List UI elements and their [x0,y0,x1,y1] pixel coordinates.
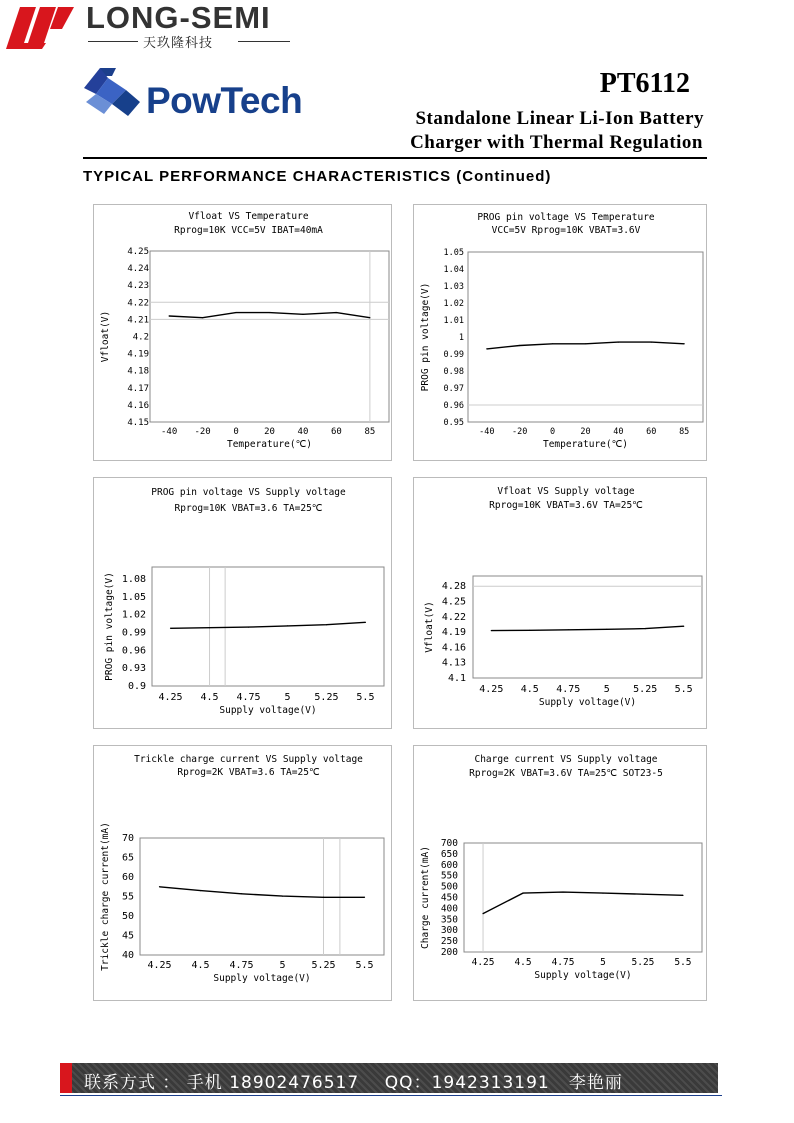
x-tick-label: 85 [679,427,690,437]
plot-area [150,251,389,422]
y-tick-label: 55 [121,891,134,903]
data-point [618,342,619,343]
plot-area [468,252,703,422]
x-axis-label: Supply voltage(V) [534,970,632,981]
x-axis-label: Supply voltage(V) [538,697,637,708]
plot-area [464,843,702,952]
y-tick-label: 65 [121,852,134,864]
doc-title-line2: Charger with Thermal Regulation [410,132,703,153]
y-tick-label: 550 [440,870,458,882]
y-tick-label: 400 [440,903,458,915]
header-divider [83,157,707,159]
x-axis-label: Temperature(℃) [226,439,313,450]
chart-title: PROG pin voltage VS Temperature [477,212,655,223]
data-point [241,893,242,894]
data-point [522,893,523,894]
chart-charge-vs-supply [414,746,708,1002]
y-tick-label: 1.05 [443,248,464,258]
series-line [169,313,370,318]
brand-subtitle: 天玖隆科技 [143,36,214,51]
x-tick-label: 0 [550,427,556,437]
x-tick-label: 4.5 [191,960,210,971]
chart-trickle-vs-supply [94,746,393,1002]
data-point [302,314,303,315]
data-point [682,895,683,896]
data-point [585,343,586,344]
x-tick-label: 20 [264,427,275,437]
data-point [568,629,569,630]
chart-title: Trickle charge current VS Supply voltage [134,754,363,765]
x-tick-label: 5.25 [314,692,339,703]
x-tick-label: 5 [603,684,610,695]
y-tick-label: 4.15 [127,418,149,428]
data-point [684,343,685,344]
x-tick-label: 5.5 [356,692,375,703]
y-axis-label: Vfloat(V) [424,601,435,653]
y-tick-label: 4.28 [441,581,466,593]
y-tick-label: 4.23 [127,281,149,292]
data-point [683,626,684,627]
x-tick-label: 40 [613,427,624,437]
y-tick-label: 250 [440,936,458,948]
brand-name: LONG-SEMI [86,0,271,35]
y-tick-label: 650 [440,848,458,860]
y-tick-label: 4.19 [127,349,149,360]
y-tick-label: 200 [440,947,458,958]
y-tick-label: 4.18 [127,366,149,377]
data-point [645,628,646,629]
doc-title-line1: Standalone Linear Li-Ion Battery [415,108,704,129]
x-tick-label: 5.5 [674,957,692,968]
x-tick-label: -20 [512,427,528,437]
y-tick-label: 4.25 [127,247,149,257]
data-point [519,345,520,346]
x-tick-label: 60 [330,427,342,437]
x-tick-label: 4.25 [471,957,495,968]
data-point [482,913,483,914]
x-tick-label: 4.25 [147,960,172,971]
x-tick-label: 4.5 [520,684,539,695]
chart-title: PROG pin voltage VS Supply voltage [151,487,346,498]
y-tick-label: 4.1 [447,673,466,684]
data-point [169,315,170,316]
y-tick-label: 4.19 [441,627,466,639]
plot-area [140,838,384,955]
x-tick-label: 5.5 [674,684,693,695]
data-point [287,625,288,626]
y-tick-label: 0.99 [443,350,464,360]
y-tick-label: 600 [440,859,458,871]
y-tick-label: 4.17 [127,383,149,394]
chart-prog-vs-temperature [414,205,708,462]
x-tick-label: 5.25 [311,960,336,971]
y-tick-label: 60 [121,872,134,883]
y-tick-label: 4.16 [127,400,149,411]
chart-title: Vfloat VS Temperature [188,211,309,222]
y-tick-label: 4.22 [127,298,149,309]
x-tick-label: 4.5 [200,692,219,703]
data-point [552,343,553,344]
y-tick-label: 1.02 [443,299,464,309]
powtech-wordmark: PowTech [146,80,303,121]
brand-subtitle-rule-right [238,41,290,42]
chart-subtitle: Rprog=10K VCC=5V IBAT=40mA [174,225,323,236]
data-point [170,628,171,629]
x-tick-label: 4.25 [158,692,183,703]
y-tick-label: 350 [440,914,458,926]
data-point [365,622,366,623]
x-tick-label: 4.75 [551,957,575,968]
y-tick-label: 4.22 [441,611,466,623]
x-tick-label: 4.5 [514,957,532,968]
chart-subtitle: Rprog=10K VBAT=3.6V TA=25℃ [489,500,643,511]
chart-vfloat-vs-supply [414,478,708,730]
x-tick-label: 0 [233,427,239,437]
y-tick-label: 4.13 [441,657,466,669]
brand-subtitle-group [88,32,298,51]
chart-subtitle: VCC=5V Rprog=10K VBAT=3.6V [491,225,641,236]
x-tick-label: 5 [284,692,291,703]
section-heading: TYPICAL PERFORMANCE CHARACTERISTICS (Continued) [83,168,552,185]
data-point [326,624,327,625]
y-tick-label: 45 [121,930,134,942]
y-tick-label: 4.16 [441,642,466,654]
y-tick-label: 700 [440,838,458,849]
data-point [235,312,236,313]
chart-panel-prog-supply [93,477,392,729]
x-tick-label: 5.5 [355,960,374,971]
data-point [651,342,652,343]
data-point [200,890,201,891]
x-tick-label: 5.25 [633,684,658,695]
data-point [606,629,607,630]
chart-subtitle: Rprog=2K VBAT=3.6 TA=25℃ [177,767,320,778]
y-tick-label: 4.21 [127,315,149,326]
y-tick-label: 1 [458,333,464,343]
x-tick-label: -40 [479,427,495,437]
data-point [491,630,492,631]
x-tick-label: 5.25 [631,957,655,968]
data-point [248,626,249,627]
x-tick-label: 85 [364,427,376,437]
x-tick-label: 4.25 [479,684,504,695]
contact-text: 联系方式 ： 手机 18902476517 QQ：1942313191 李艳丽 [84,1073,623,1093]
series-line [491,626,683,630]
chart-panel-vfloat-supply [413,477,707,729]
chart-subtitle: Rprog=2K VBAT=3.6V TA=25℃ SOT23-5 [469,768,663,779]
data-point [364,897,365,898]
x-axis-label: Supply voltage(V) [213,973,311,984]
x-tick-label: 40 [297,427,309,437]
data-point [209,627,210,628]
y-axis-label: Charge current(mA) [420,846,431,949]
series-line [160,887,365,898]
series-line [171,622,366,628]
chart-panel-vfloat-temp [93,204,392,461]
data-point [369,317,370,318]
brand-subtitle-rule-left [88,41,138,42]
y-tick-label: 0.96 [443,401,464,411]
chart-prog-vs-supply [94,478,393,730]
data-point [159,886,160,887]
x-tick-label: 4.75 [229,960,254,971]
data-point [282,896,283,897]
y-tick-label: 0.99 [121,627,146,639]
data-point [602,893,603,894]
y-tick-label: 1.01 [443,316,464,326]
chart-title: Charge current VS Supply voltage [474,754,658,765]
x-tick-label: 5 [600,957,606,968]
part-number: PT6112 [599,68,690,99]
y-tick-label: 70 [121,833,134,844]
data-point [642,894,643,895]
data-point [202,317,203,318]
x-tick-label: 4.75 [236,692,261,703]
x-tick-label: 5 [279,960,286,971]
long-semi-logo-mark [6,5,78,49]
x-tick-label: 20 [580,427,591,437]
y-tick-label: 450 [440,892,458,904]
x-tick-label: 60 [646,427,657,437]
y-tick-label: 1.02 [121,609,146,621]
data-point [336,312,337,313]
chart-vfloat-vs-temperature [94,205,393,462]
powtech-logo-mark [82,66,142,118]
series-line [487,342,684,349]
y-axis-label: Vfloat(V) [100,310,111,363]
y-tick-label: 0.97 [443,384,464,394]
data-point [269,312,270,313]
data-point [323,897,324,898]
y-tick-label: 1.03 [443,282,464,292]
footer-rule [60,1095,722,1096]
contact-banner-accent [60,1063,72,1093]
series-line [483,892,683,914]
data-point [562,891,563,892]
y-tick-label: 1.04 [443,265,464,275]
chart-panel-prog-temp [413,204,707,461]
data-point [529,630,530,631]
y-axis-label: PROG pin voltage(V) [420,282,431,392]
y-tick-label: 1.05 [121,591,146,603]
y-tick-label: 4.24 [127,264,149,275]
y-axis-label: Trickle charge current(mA) [100,822,111,971]
y-tick-label: 0.9 [127,681,146,692]
x-tick-label: -20 [194,427,211,437]
x-tick-label: -40 [160,427,178,437]
y-tick-label: 1.08 [121,573,146,585]
x-axis-label: Supply voltage(V) [219,705,317,716]
y-tick-label: 4.2 [132,332,149,343]
chart-panel-trickle-supply [93,745,392,1001]
y-tick-label: 40 [121,950,134,961]
chart-title: Vfloat VS Supply voltage [497,486,635,497]
chart-subtitle: Rprog=10K VBAT=3.6 TA=25℃ [174,503,323,514]
y-axis-label: PROG pin voltage(V) [104,572,115,681]
y-tick-label: 50 [121,911,134,922]
data-point [486,348,487,349]
y-tick-label: 4.25 [441,596,466,608]
y-tick-label: 0.96 [121,645,146,657]
y-tick-label: 0.98 [443,367,464,377]
x-tick-label: 4.75 [556,684,581,695]
y-tick-label: 0.95 [443,418,464,428]
y-tick-label: 300 [440,925,458,937]
y-tick-label: 500 [440,881,458,893]
chart-panel-charge-supply [413,745,707,1001]
y-tick-label: 0.93 [121,663,146,675]
x-axis-label: Temperature(℃) [542,439,629,450]
